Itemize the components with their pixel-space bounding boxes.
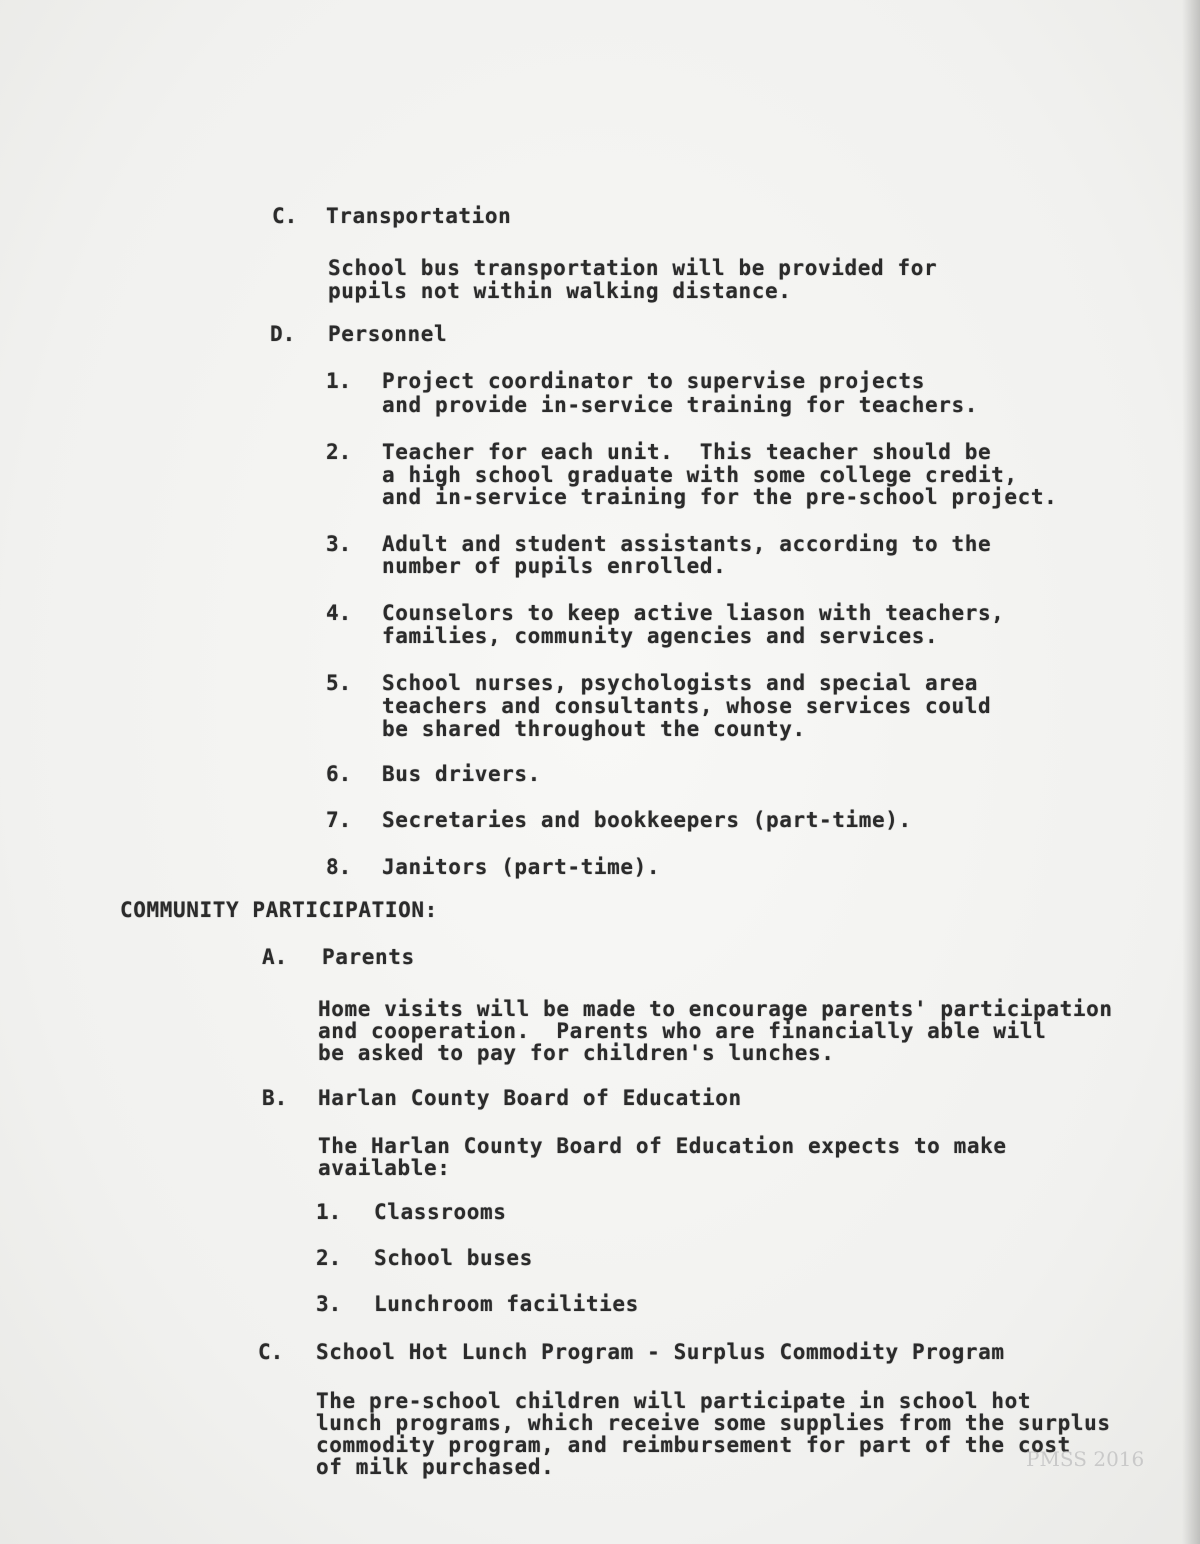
section-letter-b: B. bbox=[262, 1086, 288, 1110]
parents-body-line-3: be asked to pay for children's lunches. bbox=[318, 1041, 835, 1065]
board-body-line-1: The Harlan County Board of Education expects to make bbox=[318, 1134, 1007, 1158]
board-item-text: Lunchroom facilities bbox=[374, 1292, 639, 1316]
personnel-item-number: 1. bbox=[326, 369, 352, 393]
personnel-item-number: 5. bbox=[326, 671, 352, 695]
page-edge-shadow bbox=[1182, 0, 1200, 1544]
transportation-heading: Transportation bbox=[326, 204, 512, 228]
lunch-body-line-1: The pre-school children will participate in school hot bbox=[316, 1389, 1032, 1413]
transportation-body-line-1: School bus transportation will be provided for bbox=[328, 256, 938, 280]
personnel-item-number: 7. bbox=[326, 808, 352, 832]
personnel-item-line: number of pupils enrolled. bbox=[382, 554, 727, 578]
board-heading: Harlan County Board of Education bbox=[318, 1086, 742, 1110]
personnel-item-line: Secretaries and bookkeepers (part-time). bbox=[382, 808, 912, 832]
personnel-item-line: Adult and student assistants, according to the bbox=[382, 532, 992, 556]
personnel-item-number: 2. bbox=[326, 440, 352, 464]
personnel-item-number: 4. bbox=[326, 601, 352, 625]
section-letter-d: D. bbox=[270, 322, 296, 346]
board-body-line-2: available: bbox=[318, 1156, 451, 1180]
lunch-body-line-3: commodity program, and reimbursement for part of the cost bbox=[316, 1433, 1071, 1457]
personnel-item-line: School nurses, psychologists and special area bbox=[382, 671, 978, 695]
personnel-item-line: Teacher for each unit. This teacher should be bbox=[382, 440, 992, 464]
board-item-text: Classrooms bbox=[374, 1200, 507, 1224]
board-item-number: 2. bbox=[316, 1246, 342, 1270]
board-item-number: 1. bbox=[316, 1200, 342, 1224]
board-item-text: School buses bbox=[374, 1246, 533, 1270]
transportation-body-line-2: pupils not within walking distance. bbox=[328, 279, 792, 303]
personnel-item-line: a high school graduate with some college credit, bbox=[382, 463, 1018, 487]
personnel-item-number: 8. bbox=[326, 855, 352, 879]
personnel-item-line: Bus drivers. bbox=[382, 762, 541, 786]
lunch-body-line-4: of milk purchased. bbox=[316, 1455, 555, 1479]
personnel-item-line: and in-service training for the pre-school project. bbox=[382, 485, 1058, 509]
personnel-item-line: teachers and consultants, whose services could bbox=[382, 694, 992, 718]
personnel-item-line: and provide in-service training for teachers. bbox=[382, 393, 978, 417]
personnel-item-line: Project coordinator to supervise projects bbox=[382, 369, 925, 393]
archive-watermark: PMSS 2016 bbox=[1026, 1447, 1145, 1471]
lunch-body-line-2: lunch programs, which receive some supplies from the surplus bbox=[316, 1411, 1111, 1435]
personnel-item-line: Janitors (part-time). bbox=[382, 855, 661, 879]
parents-body-line-1: Home visits will be made to encourage parents' participation bbox=[318, 997, 1113, 1021]
section-letter-c: C. bbox=[272, 204, 298, 228]
parents-body-line-2: and cooperation. Parents who are financially able will bbox=[318, 1019, 1047, 1043]
board-item-number: 3. bbox=[316, 1292, 342, 1316]
personnel-item-line: be shared throughout the county. bbox=[382, 717, 806, 741]
community-participation-heading: COMMUNITY PARTICIPATION: bbox=[120, 898, 438, 922]
lunch-heading: School Hot Lunch Program - Surplus Commodity Program bbox=[316, 1340, 1005, 1364]
personnel-heading: Personnel bbox=[328, 322, 448, 346]
parents-heading: Parents bbox=[322, 945, 415, 969]
section-letter-c-lunch: C. bbox=[258, 1340, 284, 1364]
section-letter-a: A. bbox=[262, 945, 288, 969]
personnel-item-number: 6. bbox=[326, 762, 352, 786]
personnel-item-number: 3. bbox=[326, 532, 352, 556]
personnel-item-line: Counselors to keep active liason with teachers, bbox=[382, 601, 1005, 625]
personnel-item-line: families, community agencies and services. bbox=[382, 624, 939, 648]
